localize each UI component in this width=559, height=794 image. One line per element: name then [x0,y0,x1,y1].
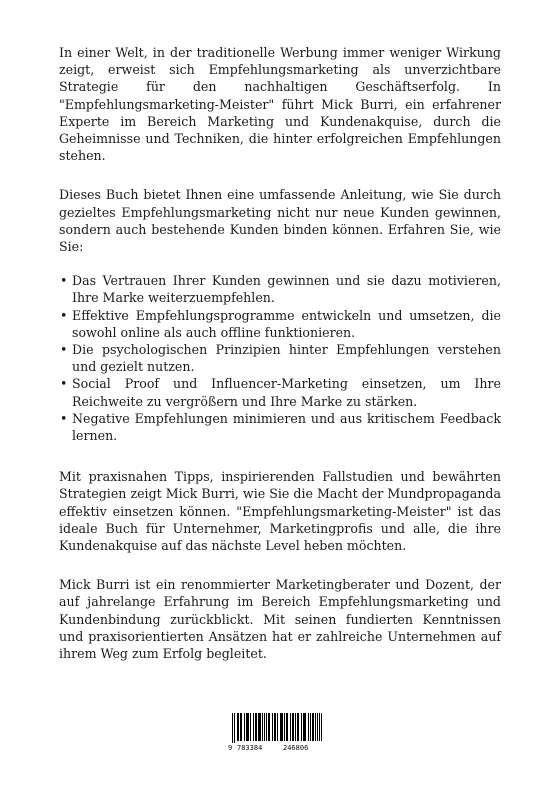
barcode-bar [305,713,306,741]
barcode-bar [259,713,260,741]
barcode-bar [287,713,288,741]
intro-paragraph: In einer Welt, in der traditionelle Werbung immer weniger Wirkung zeigt, erweist sich Empfehlungsmarketing als unverzichtbare Strategie für den nachhaltigen Geschäftserfolg. In "Empfehlungsmarketing-Meister" führt Mick Burri, ein erfahrener Experte im Bereich Marketing und Kundenakquise, durch die Geheimnisse und Techniken, die hinter erfolgreichen Empfehlungen stehen. [59,45,501,164]
barcode-bar [275,713,276,741]
barcode-bar [277,713,278,741]
barcode-bar [268,713,269,741]
barcode-bar [312,713,313,741]
barcode-bar [290,713,291,741]
barcode-bar [238,713,239,741]
barcode-bar [315,713,316,741]
barcode-bar [286,713,287,741]
barcode-bar [260,713,261,741]
barcode-bar [313,713,314,741]
list-item: • Das Vertrauen Ihrer Kunden gewinnen und sie dazu motivieren, Ihre Marke weiterzuempfehlen. [60,273,501,306]
bullet-icon: • [60,376,68,392]
barcode-bar [282,713,283,741]
barcode-bar [272,713,273,741]
back-cover-text [59,44,501,679]
barcode-bar [255,713,256,741]
barcode-bar [301,713,302,741]
barcode-bar [266,713,267,741]
barcode-bar [293,713,294,741]
barcode-bar [281,713,282,741]
author-bio-paragraph: Mick Burri ist ein renommierter Marketingberater und Dozent, der auf jahrelange Erfahrung im Bereich Empfehlungsmarketing und Kundenbindung zurückblickt. Mit seinen fundierten Kenntnissen und praxisorientierten Ansätzen hat er zahlreiche Unternehmen auf ihrem Weg zum Erfolg begleitet. [59,577,501,662]
barcode-bar [298,713,299,741]
barcode-bar [234,713,235,743]
barcode-bar [253,713,254,741]
barcode-bar [295,713,296,741]
barcode-bar [284,713,285,741]
barcode-bar [247,713,248,741]
barcode-bar [232,713,233,743]
closing-paragraph: Mit praxisnahen Tipps, inspirierenden Fallstudien und bewährten Strategien zeigt Mick Burri, wie Sie die Macht der Mundpropaganda effektiv einsetzen können. "Empfehlungsmarketing-Meister" ist das ideale Buch für Unternehmer, Marketingprofis und alle, die ihre Kundenakquise auf das nächste Level heben möchten. [59,469,501,554]
barcode-bar [237,713,238,741]
barcode-bar [262,713,263,741]
list-item: • Negative Empfehlungen minimieren und aus kritischem Feedback lernen. [60,410,501,444]
barcode-bar [246,713,247,741]
barcode-bar [258,713,259,741]
list-item: • Die psychologischen Prinzipien hinter Empfehlungen verstehen und gezielt nutzen. [60,342,501,375]
barcode-bar [321,713,322,741]
barcode-bar [250,713,251,741]
benefits-list [59,272,501,444]
barcode-bar [240,713,241,741]
bullet-icon: • [60,410,68,426]
barcode-bar [280,713,281,741]
barcode-bar [310,713,311,741]
bullet-icon: • [60,273,68,289]
barcode-bar [303,713,304,741]
barcode-left-group: 783384 [237,744,263,752]
list-item: • Social Proof und Influencer-Marketing einsetzen, um Ihre Reichweite zu vergrößern und Ihre Marke zu stärken. [60,376,501,409]
barcode-bars [232,713,322,743]
bullet-icon: • [60,307,68,323]
barcode-first-digit: 9 [228,744,233,752]
barcode-bar [269,713,270,741]
bullet-icon: • [60,342,68,358]
barcode-bar [244,713,245,741]
barcode-bar [297,713,298,741]
barcode-right-group: 246806 [283,744,309,752]
barcode-bar [248,713,249,741]
barcode-bar [274,713,275,741]
barcode-bar [308,713,309,741]
barcode-bar [292,713,293,741]
lead-paragraph: Dieses Buch bietet Ihnen eine umfassende Anleitung, wie Sie durch gezieltes Empfehlungsmarketing nicht nur neue Kunden gewinnen, sondern auch bestehende Kunden binden können. Erfahren Sie, wie Sie: [59,187,501,255]
isbn-barcode [228,711,326,759]
barcode-bar [304,713,305,741]
barcode-bar [256,713,257,741]
barcode-bar [319,713,320,741]
barcode-bar [264,713,265,741]
barcode-bar [241,713,242,741]
barcode-bar [317,713,318,741]
list-item: • Effektive Empfehlungsprogramme entwickeln und umsetzen, die sowohl online als auch offline funktionieren. [60,307,501,340]
